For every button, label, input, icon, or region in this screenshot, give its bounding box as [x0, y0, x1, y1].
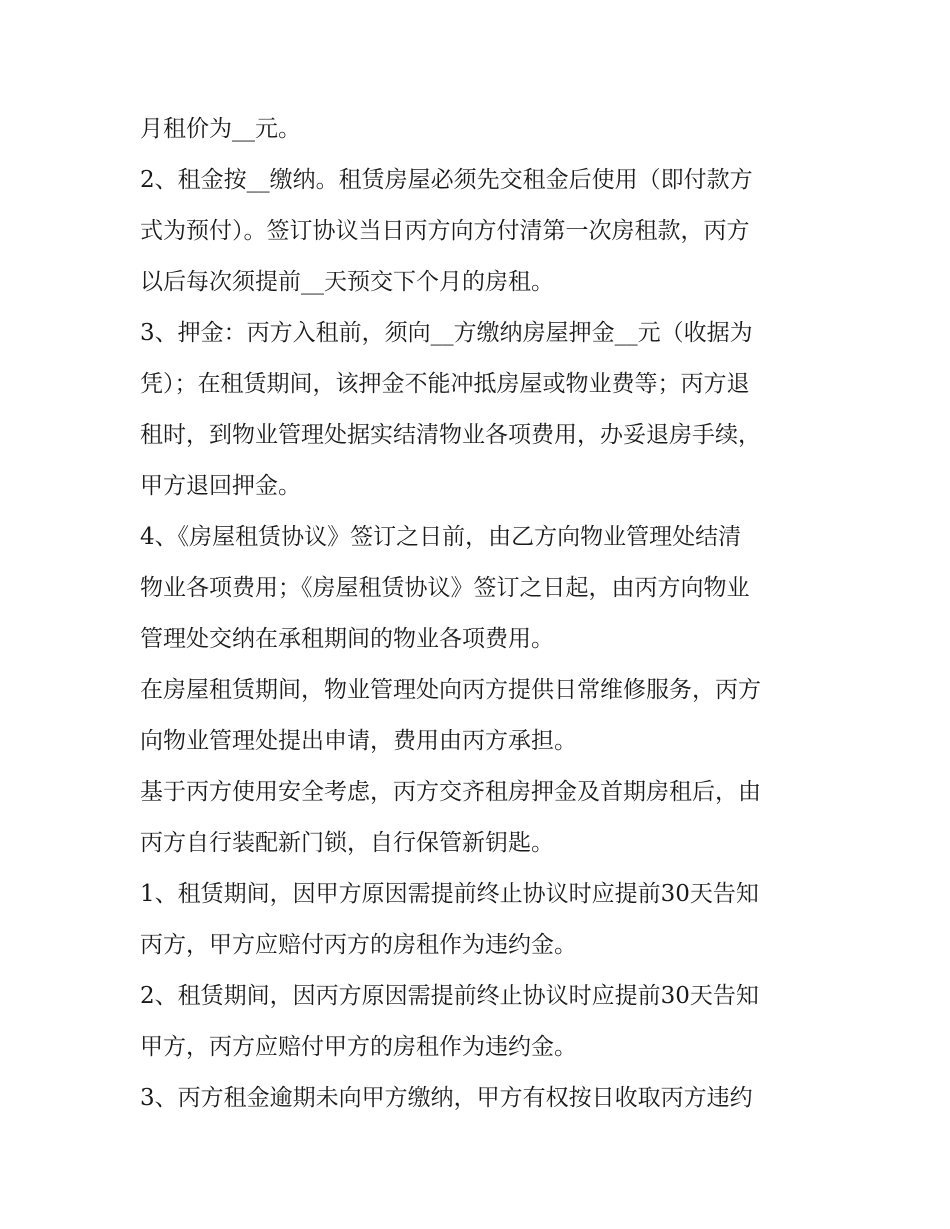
text-line: 丙方自行装配新门锁，自行保管新钥匙。 — [140, 830, 554, 856]
text-line: 3、丙方租金逾期未向甲方缴纳，甲方有权按日收取丙方违约 — [140, 1085, 753, 1111]
text-line: 丙方，甲方应赔付丙方的房租作为违约金。 — [140, 932, 577, 958]
text-line: 租时，到物业管理处据实结清物业各项费用，办妥退房手续， — [140, 422, 761, 448]
text-line: 基于丙方使用安全考虑，丙方交齐租房押金及首期房租后，由 — [140, 779, 761, 805]
text-line: 式为预付）。签订协议当日丙方向方付清第一次房租款，丙方 — [140, 218, 750, 244]
text-line: 2、租金按__缴纳。租赁房屋必须先交租金后使用（即付款方 — [140, 167, 753, 193]
text-line: 向物业管理处提出申请，费用由丙方承担。 — [140, 728, 577, 754]
text-line: 2、租赁期间，因丙方原因需提前终止协议时应提前30天告知 — [140, 983, 759, 1009]
text-line: 凭）；在租赁期间，该押金不能冲抵房屋或物业费等；丙方退 — [140, 371, 750, 397]
text-line: 管理处交纳在承租期间的物业各项费用。 — [140, 626, 554, 652]
text-line: 4、《房屋租赁协议》签订之日前，由乙方向物业管理处结清 — [140, 524, 742, 550]
text-line: 月租价为__元。 — [140, 116, 301, 142]
text-line: 甲方退回押金。 — [140, 473, 301, 499]
text-line: 在房屋租赁期间，物业管理处向丙方提供日常维修服务，丙方 — [140, 677, 761, 703]
document-page — [140, 104, 820, 1124]
text-line: 物业各项费用；《房屋租赁协议》签订之日起，由丙方向物业 — [140, 575, 750, 601]
text-line: 3、押金：丙方入租前，须向__方缴纳房屋押金__元（收据为 — [140, 320, 753, 346]
text-line: 1、租赁期间，因甲方原因需提前终止协议时应提前30天告知 — [140, 881, 759, 907]
text-line: 甲方，丙方应赔付甲方的房租作为违约金。 — [140, 1034, 577, 1060]
text-line: 以后每次须提前__天预交下个月的房租。 — [140, 269, 554, 295]
